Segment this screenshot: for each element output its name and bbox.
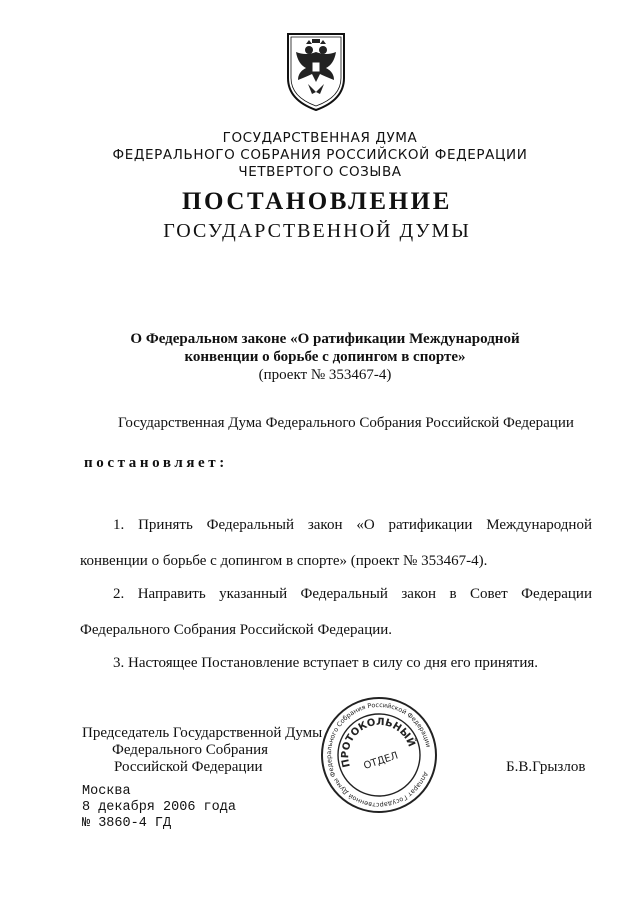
office-stamp [318, 694, 440, 816]
item-1-line-2: конвенции о борьбе с допингом в спорте» (проект № 353467-4). [80, 553, 488, 569]
item-2-line-2: Федерального Собрания Российской Федерации. [80, 622, 393, 638]
item-2-line-1: 2. Направить указанный Федеральный закон в Совет Федерации [113, 586, 592, 602]
coat-of-arms-icon [284, 30, 348, 112]
signer-title-line-3: Российской Федерации [114, 759, 263, 775]
svg-text:Аппарат Государственной Думы Ф [318, 694, 440, 816]
item-3: 3. Настоящее Постановление вступает в силу со дня его принятия. [113, 655, 539, 671]
place-and-date [82, 784, 236, 832]
preamble: Государственная Дума Федерального Собрания Российской Федерации [118, 415, 574, 431]
issuer-line-2: ФЕДЕРАЛЬНОГО СОБРАНИЯ РОССИЙСКОЙ ФЕДЕРАЦИИ [112, 147, 528, 163]
issuer-line-1: ГОСУДАРСТВЕННАЯ ДУМА [222, 130, 418, 146]
subject-line-2: конвенции о борьбе с допингом в спорте» [184, 349, 466, 365]
document-subtitle: ГОСУДАРСТВЕННОЙ ДУМЫ [163, 220, 471, 242]
resolution-subject [80, 330, 570, 384]
signer-title-line-1: Председатель Государственной Думы [82, 725, 323, 741]
signer-name: Б.В.Грызлов [506, 759, 586, 775]
subject-draft-number: (проект № 353467-4) [258, 367, 392, 383]
issuer-line-3: ЧЕТВЕРТОГО СОЗЫВА [238, 164, 402, 180]
stamp-inner-text: ПРОТОКОЛЬНЫЙ [340, 716, 417, 769]
issuer-header [0, 130, 640, 181]
stamp-ring-text: Аппарат Государственной Думы Федерального Собрания Российской Федерации [324, 700, 433, 810]
subject-line-1: О Федеральном законе «О ратификации Международной [130, 331, 520, 347]
signer-title-line-2: Федерального Собрания [112, 742, 269, 758]
city: Москва [82, 784, 131, 799]
item-1-line-1: 1. Принять Федеральный закон «О ратификации Международной [113, 517, 592, 533]
stamp-center-text: ОТДЕЛ [362, 750, 400, 772]
resolves-heading: постановляет: [84, 455, 228, 471]
document-title: ПОСТАНОВЛЕНИЕ [181, 188, 453, 215]
date: 8 декабря 2006 года [82, 800, 236, 815]
registration-number: № 3860-4 ГД [82, 816, 172, 831]
